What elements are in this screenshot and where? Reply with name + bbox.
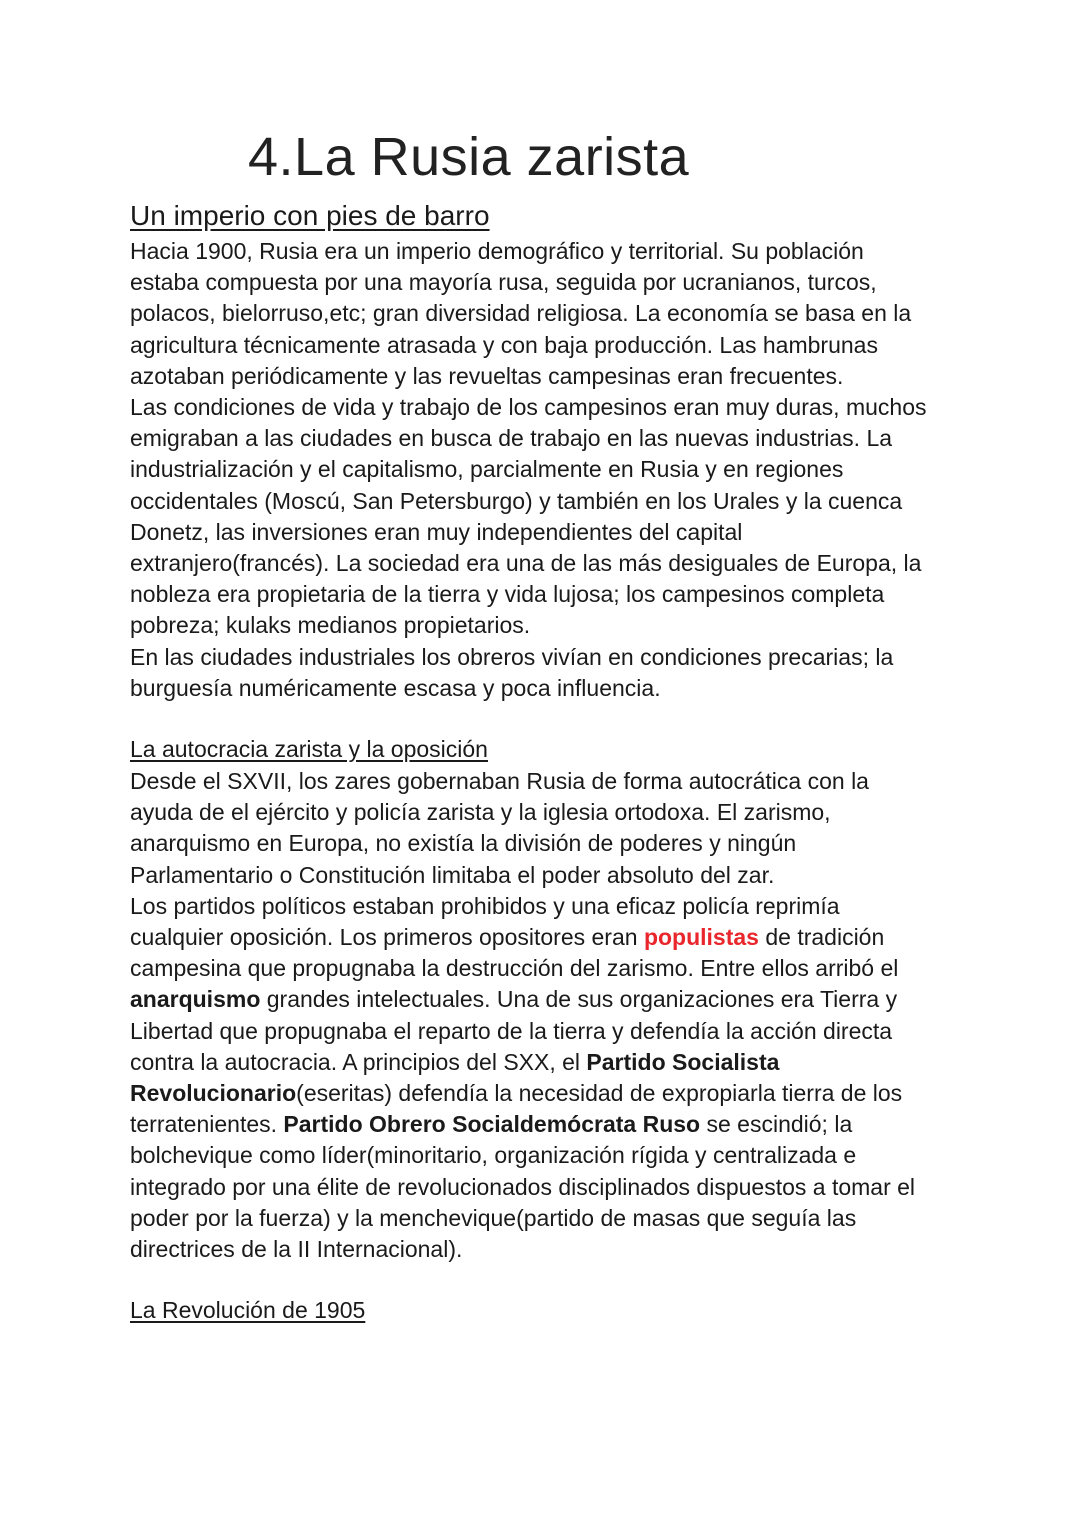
text-line: Las condiciones de vida y trabajo de los campesinos eran muy duras, muchos [130, 394, 927, 421]
text-line: agricultura técnicamente atrasada y con baja producción. Las hambrunas [130, 331, 878, 358]
text-line: anarquismo en Europa, no existía la división de poderes y ningún [130, 830, 797, 857]
text-line [130, 1109, 970, 1140]
text-line: ayuda de el ejército y policía zarista y la iglesia ortodoxa. El zarismo, [130, 799, 831, 826]
paragraph-autocracia [130, 766, 970, 1265]
text-line: pobreza; kulaks medianos propietarios. [130, 612, 531, 639]
text-line: Libertad que propugnaba el reparto de la tierra y defendía la acción directa [130, 1017, 893, 1044]
text-line: campesina que propugnaba la destrucción del zarismo. Entre ellos arribó el [130, 955, 899, 982]
text-line: polacos, bielorruso,etc; gran diversidad religiosa. La economía se basa en la [130, 300, 912, 327]
text-line: burguesía numéricamente escasa y poca influencia. [130, 674, 661, 701]
text-fragment: de tradición [758, 924, 885, 951]
text-line: azotaban periódicamente y las revueltas campesinas eran frecuentes. [130, 362, 844, 389]
text-line: emigraban a las ciudades en busca de trabajo en las nuevas industrias. La [130, 425, 893, 452]
text-line: industrialización y el capitalismo, parcialmente en Rusia y en regiones [130, 456, 844, 483]
text-line: Desde el SXVII, los zares gobernaban Rusia de forma autocrática con la [130, 768, 869, 794]
text-fragment: se escindió; la [700, 1111, 853, 1138]
text-fragment: grandes intelectuales. Una de sus organizaciones era Tierra y [260, 986, 898, 1013]
text-fragment: cualquier oposición. Los primeros opositores eran [130, 924, 644, 951]
text-fragment: terratenientes. [130, 1111, 284, 1138]
bold-anarquismo: anarquismo [130, 986, 261, 1013]
bold-partido-obrero: Partido Obrero Socialdemócrata Ruso [283, 1111, 701, 1138]
text-line: Parlamentario o Constitución limitaba el poder absoluto del zar. [130, 861, 775, 888]
text-line: estaba compuesta por una mayoría rusa, seguida por ucranianos, turcos, [130, 269, 877, 296]
text-line: occidentales (Moscú, San Petersburgo) y también en los Urales y la cuenca [130, 487, 903, 514]
text-line: nobleza era propietaria de la tierra y vida lujosa; los campesinos completa [130, 581, 885, 608]
text-line: extranjero(francés). La sociedad era una de las más desiguales de Europa, la [130, 550, 922, 577]
page-title: 4.La Rusia zarista [248, 127, 690, 187]
text-line: bolchevique como líder(minoritario, organización rígida y centralizada e [130, 1142, 857, 1169]
text-line: directrices de la II Internacional). [130, 1236, 463, 1263]
bold-revolucionario: Revolucionario [130, 1080, 297, 1107]
text-fragment: (eseritas) defendía la necesidad de expropiarla tierra de los [296, 1080, 903, 1107]
text-line [130, 984, 970, 1015]
text-line: poder por la fuerza) y la menchevique(partido de masas que seguía las [130, 1204, 857, 1231]
text-fragment: contra la autocracia. A principios del SXX, el [130, 1048, 587, 1075]
bold-partido-socialista: Partido Socialista [586, 1048, 780, 1075]
text-line [130, 1078, 970, 1109]
text-line: Donetz, las inversiones eran muy independientes del capital [130, 518, 743, 545]
text-line [130, 1047, 970, 1078]
paragraph-imperio-1 [130, 236, 970, 704]
text-line: Hacia 1900, Rusia era un imperio demográfico y territorial. Su población [130, 238, 864, 264]
section-heading-autocracia: La autocracia zarista y la oposición [130, 736, 488, 762]
text-line: En las ciudades industriales los obreros vivían en condiciones precarias; la [130, 643, 894, 670]
text-line: integrado por una élite de revolucionados disciplinados dispuestos a tomar el [130, 1173, 916, 1200]
section-heading-imperio: Un imperio con pies de barro [130, 200, 490, 231]
highlight-populistas: populistas [643, 924, 759, 951]
section-heading-revolucion-1905: La Revolución de 1905 [130, 1297, 366, 1323]
text-line [130, 922, 970, 953]
text-line: Los partidos políticos estaban prohibidos y una eficaz policía reprimía [130, 892, 840, 919]
